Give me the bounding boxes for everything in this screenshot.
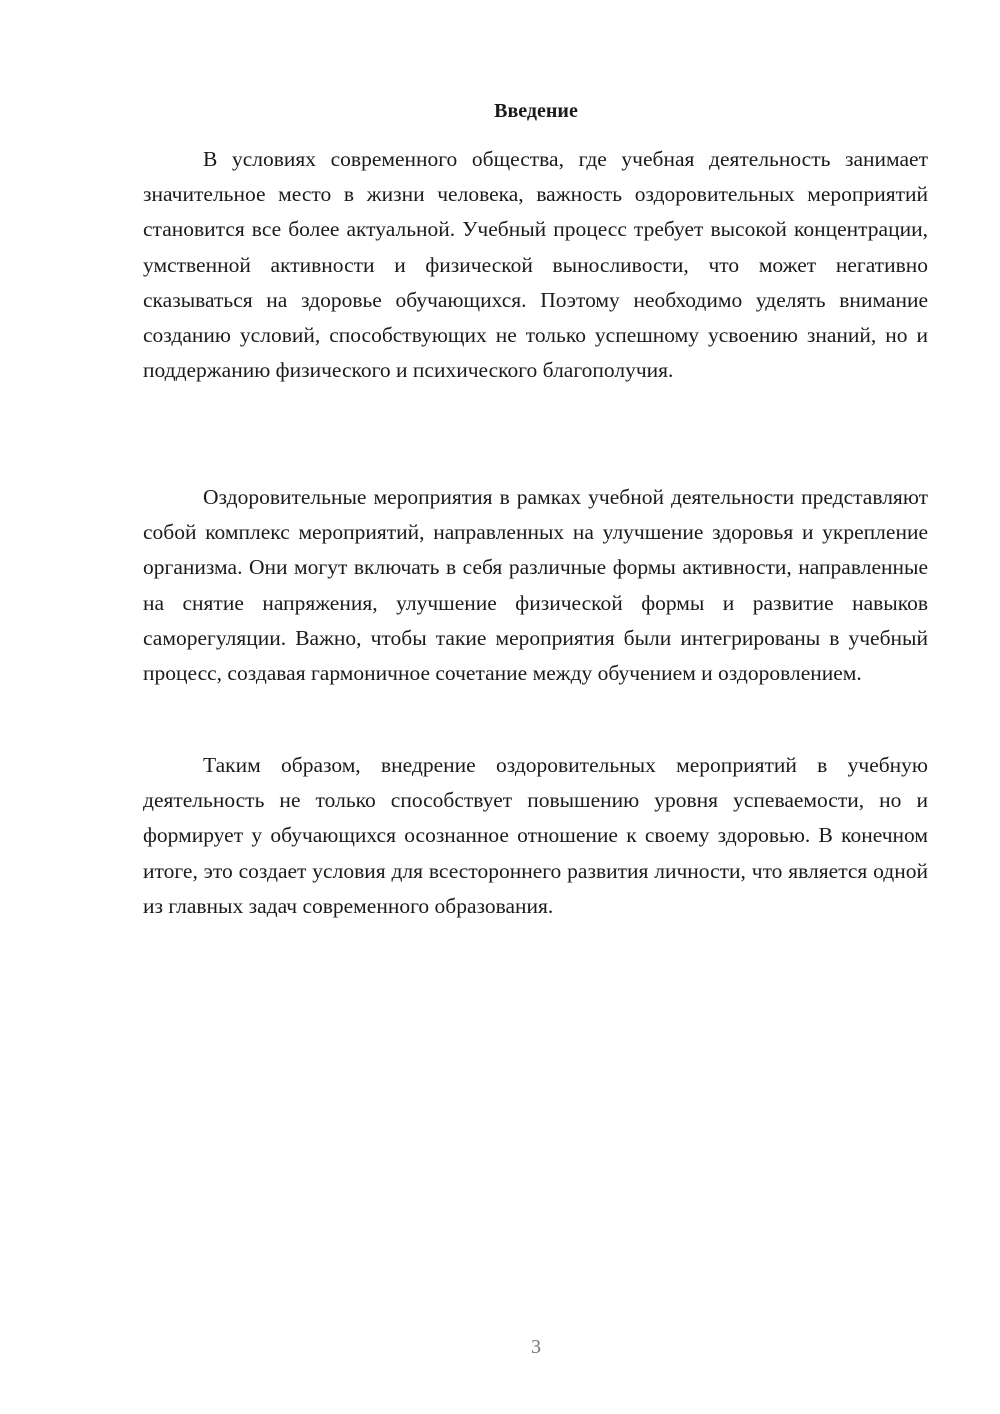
paragraph-3: Таким образом, внедрение оздоровительных мероприятий в учебную деятельность не только способствует повышению уровня успеваемости, но и формирует у обучающихся осознанное отношение к своему здоровью. В конечном итоге, это создает условия для всестороннего развития личности, что является одной из главных задач современного образования. bbox=[143, 753, 928, 918]
page-number: 3 bbox=[531, 1336, 541, 1358]
paragraph-1: В условиях современного общества, где учебная деятельность занимает значительное место в жизни человека, важность оздоровительных мероприятий становится все более актуальной. Учебный процесс требует высокой концентрации, умственной активности и физической выносливости, что может негативно сказываться на здоровье обучающихся. Поэтому необходимо уделять внимание созданию условий, способствующих не только успешному усвоению знаний, но и поддержанию физического и психического благополучия. bbox=[143, 147, 928, 383]
paragraph-2: Оздоровительные мероприятия в рамках учебной деятельности представляют собой комплекс мероприятий, направленных на улучшение здоровья и укрепление организма. Они могут включать в себя различные формы активности, направленные на снятие напряжения, улучшение физической формы и развитие навыков саморегуляции. Важно, чтобы такие мероприятия были интегрированы в учебный процесс, создавая гармоничное сочетание между обучением и оздоровлением. bbox=[143, 485, 928, 686]
section-title: Введение bbox=[494, 100, 578, 122]
